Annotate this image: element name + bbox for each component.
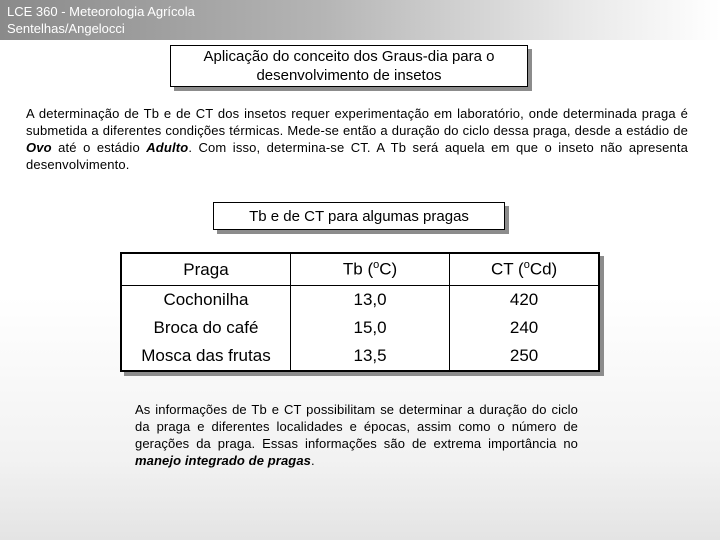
table-caption: Tb e de CT para algumas pragas — [213, 202, 505, 230]
slide-title: Aplicação do conceito dos Graus-dia para o desenvolvimento de insetos — [170, 45, 528, 87]
intro-adulto: Adulto — [146, 140, 189, 155]
cell-praga: Broca do café — [121, 314, 290, 342]
header-praga: Praga — [121, 253, 290, 286]
pest-table — [120, 252, 600, 372]
cell-ct: 240 — [450, 314, 599, 342]
cell-tb: 13,0 — [290, 286, 449, 315]
degree-sup: o — [373, 259, 380, 272]
header-ct: CT ($^o$Cd) — [450, 253, 599, 286]
course-title: LCE 360 - Meteorologia Agrícola — [7, 4, 195, 19]
closing-paragraph — [135, 401, 578, 469]
intro-text-2: até o estádio — [51, 140, 147, 155]
header-bar — [0, 0, 720, 40]
intro-ovo: Ovo — [26, 140, 52, 155]
cell-tb: 13,5 — [290, 342, 449, 371]
header-tb: Tb ($^o$C) — [290, 253, 449, 286]
table-row — [121, 342, 599, 371]
authors: Sentelhas/Angelocci — [7, 21, 125, 36]
cell-praga: Mosca das frutas — [121, 342, 290, 371]
closing-text-2: . — [310, 453, 315, 468]
cell-tb: 15,0 — [290, 314, 449, 342]
intro-text-3: . Com isso, determina-se CT. A Tb será aquela em que o inseto não apresenta desenvolvimento. — [26, 140, 689, 172]
cell-ct: 420 — [450, 286, 599, 315]
table-row — [121, 314, 599, 342]
cell-ct: 250 — [450, 342, 599, 371]
closing-text-1: As informações de Tb e CT possibilitam se determinar a duração do ciclo da praga e diferentes localidades e épocas, assim como o número de gerações da praga. Essas informações são de extrema importância no — [135, 402, 578, 451]
degree-sup: o — [523, 259, 530, 272]
table-row — [121, 286, 599, 315]
intro-text-1: A determinação de Tb e de CT dos insetos requer experimentação em laboratório, onde determinada praga é submetida a diferentes condições térmicas. Mede-se então a duração do ciclo dessa praga, desde a estádio de — [26, 106, 688, 138]
header-text — [7, 3, 195, 37]
closing-manejo: manejo integrado de pragas — [135, 453, 311, 468]
table-header-row — [121, 253, 599, 286]
intro-paragraph — [26, 105, 688, 173]
cell-praga: Cochonilha — [121, 286, 290, 315]
